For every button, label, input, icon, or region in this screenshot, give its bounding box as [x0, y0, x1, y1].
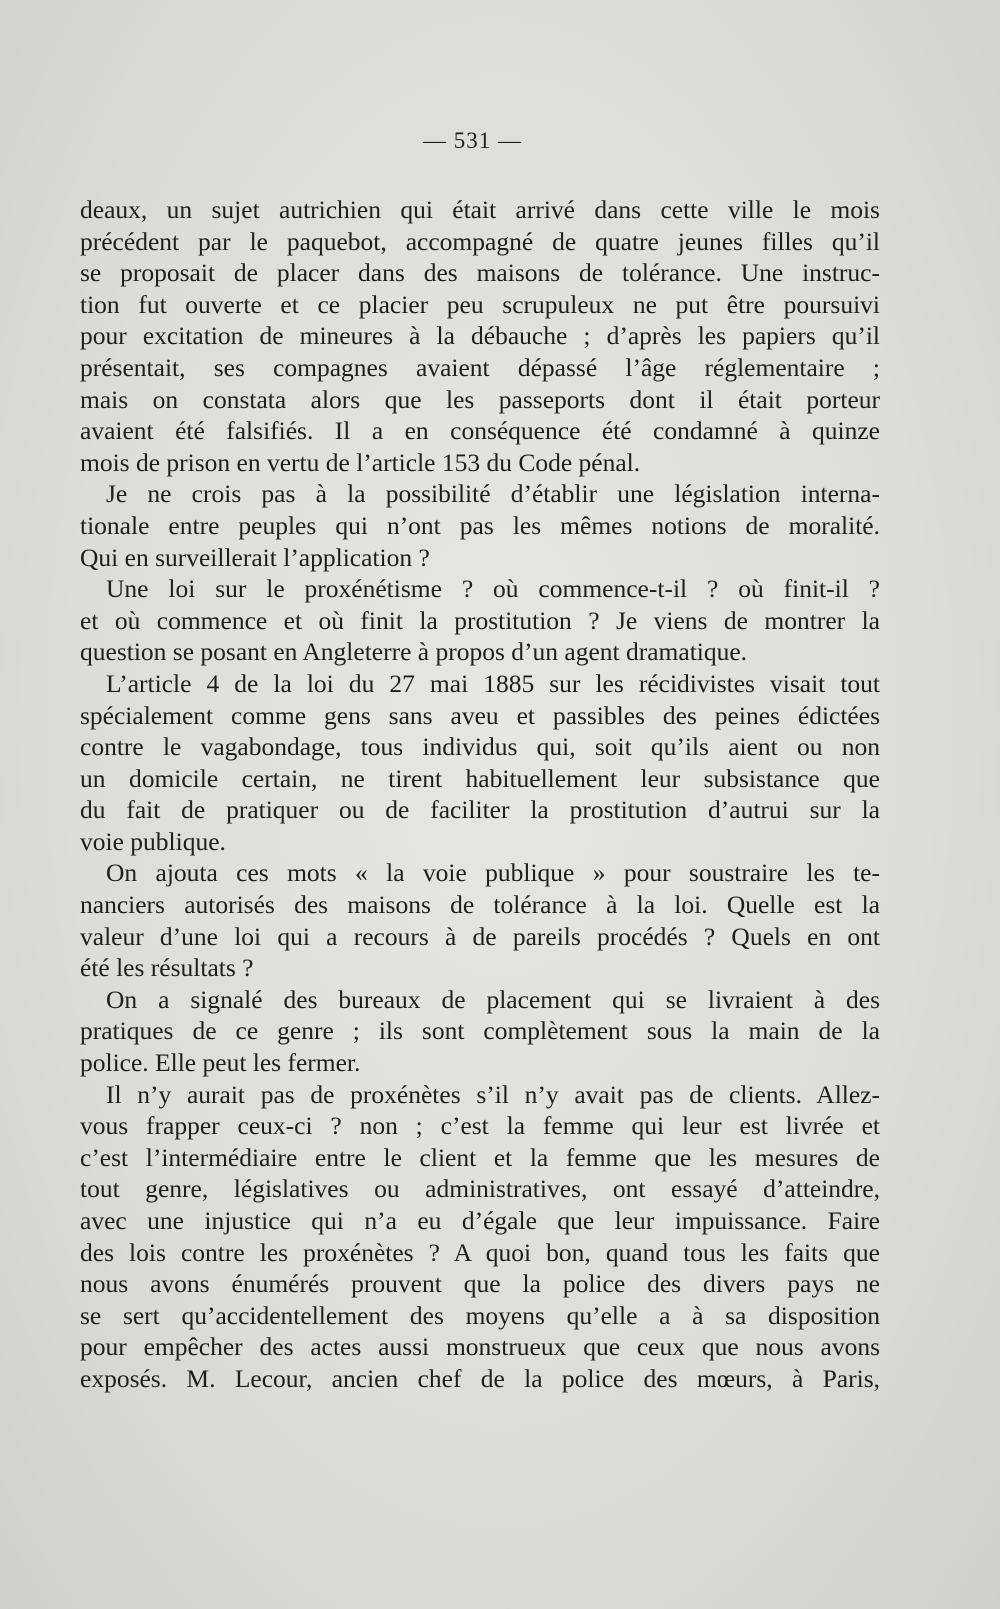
text-line: Une loi sur le proxénétisme ? où commence-t-il ? où finit-il ? — [106, 574, 880, 604]
text-line: pratiques de ce genre ; ils sont complètement sous la main de la — [80, 1016, 880, 1046]
text-line: mois de prison en vertu de l’article 153 du Code pénal. — [80, 447, 641, 477]
text-line: exposés. M. Lecour, ancien chef de la police des mœurs, à Paris, — [80, 1363, 880, 1393]
text-line: On a signalé des bureaux de placement qui se livraient à des — [106, 984, 880, 1014]
text-line: mais on constata alors que les passeports dont il était porteur — [80, 384, 880, 414]
text-line: se proposait de placer dans des maisons de tolérance. Une instruc- — [80, 258, 880, 288]
text-line: présentait, ses compagnes avaient dépassé l’âge réglementaire ; — [80, 352, 880, 382]
text-line: c’est l’intermédiaire entre le client et la femme que les mesures de — [80, 1142, 880, 1172]
text-line: avec une injustice qui n’a eu d’égale que leur impuissance. Faire — [80, 1206, 880, 1235]
text-line: tout genre, législatives ou administratives, ont essayé d’atteindre, — [80, 1174, 880, 1204]
text-line: question se posant en Angleterre à propos d’un agent dramatique. — [80, 637, 748, 667]
text-line: vous frapper ceux-ci ? non ; c’est la femme qui leur est livrée et — [80, 1111, 880, 1141]
text-line: du fait de pratiquer ou de faciliter la prostitution d’autrui sur la — [80, 795, 880, 825]
text-line: L’article 4 de la loi du 27 mai 1885 sur les récidivistes visait tout — [106, 668, 880, 698]
page-number: — 531 — — [423, 128, 522, 153]
text-line: précédent par le paquebot, accompagné de quatre jeunes filles qu’il — [80, 226, 880, 256]
text-line: des lois contre les proxénètes ? A quoi bon, quand tous les faits que — [80, 1237, 880, 1267]
text-line: valeur d’une loi qui a recours à de pareils procédés ? Quels en ont — [80, 921, 880, 951]
text-line: Qui en surveillerait l’application ? — [80, 542, 430, 572]
text-line: voie publique. — [80, 826, 226, 856]
text-line: deaux, un sujet autrichien qui était arrivé dans cette ville le mois — [80, 195, 880, 224]
text-line: Il n’y aurait pas de proxénètes s’il n’y avait pas de clients. Allez- — [106, 1079, 880, 1109]
text-line: contre le vagabondage, tous individus qui, soit qu’ils aient ou non — [80, 732, 880, 762]
text-line: police. Elle peut les fermer. — [80, 1048, 361, 1078]
text-line: pour empêcher des actes aussi monstrueux que ceux que nous avons — [80, 1332, 880, 1362]
text-line: se sert qu’accidentellement des moyens qu’elle a à sa disposition — [80, 1300, 880, 1330]
text-line: nous avons énumérés prouvent que la police des divers pays ne — [80, 1269, 880, 1299]
text-line: avaient été falsifiés. Il a en conséquence été condamné à quinze — [80, 416, 880, 446]
text-line: On ajouta ces mots « la voie publique » pour soustraire les te- — [106, 858, 880, 888]
text-line: Je ne crois pas à la possibilité d’établir une législation interna- — [106, 479, 880, 509]
text-line: un domicile certain, ne tirent habituellement leur subsistance que — [80, 763, 880, 793]
text-line: nanciers autorisés des maisons de tolérance à la loi. Quelle est la — [80, 890, 880, 920]
text-line: et où commence et où finit la prostitution ? Je viens de montrer la — [80, 605, 880, 635]
text-line: pour excitation de mineures à la débauche ; d’après les papiers qu’il — [80, 321, 880, 351]
text-line: tion fut ouverte et ce placier peu scrupuleux ne put être poursuivi — [80, 289, 880, 319]
body-text — [80, 194, 880, 1395]
text-line: tionale entre peuples qui n’ont pas les mêmes notions de moralité. — [80, 510, 880, 540]
text-line: été les résultats ? — [80, 953, 254, 983]
text-line: spécialement comme gens sans aveu et passibles des peines édictées — [80, 700, 880, 730]
